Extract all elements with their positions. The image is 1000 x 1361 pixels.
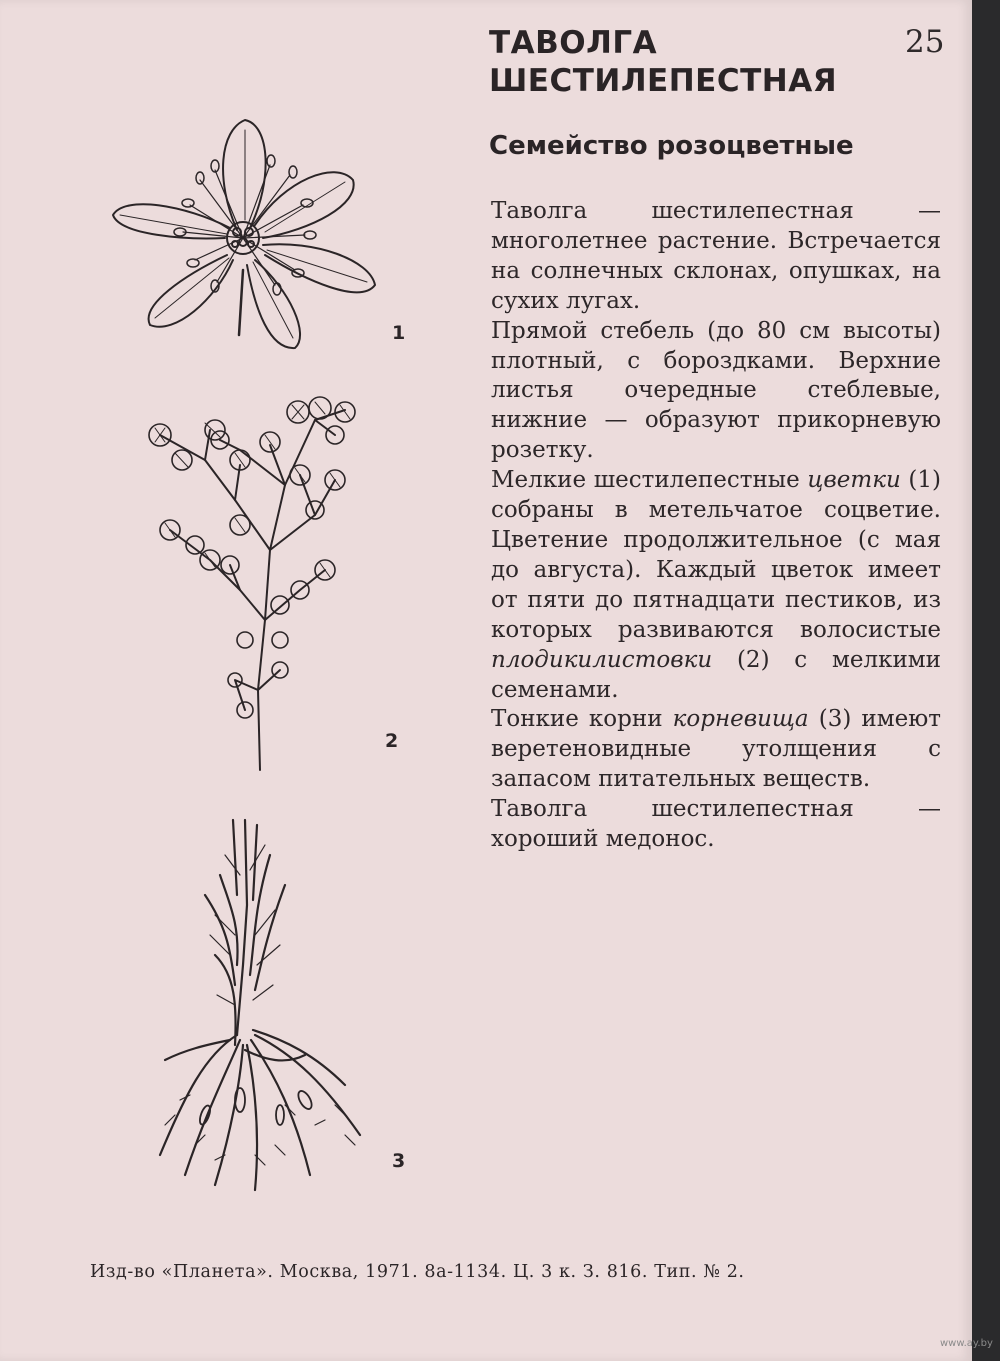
watermark: www.ay.by bbox=[940, 1338, 993, 1349]
publisher-imprint: Изд-во «Планета». Москва, 1971. 8а-1134. Ц. 3 к. З. 816. Тип. № 2. bbox=[90, 1262, 745, 1282]
rhizome-illustration bbox=[145, 815, 380, 1195]
page-number: 25 bbox=[905, 24, 945, 60]
paragraph-roots: Тонкие корни корневища (3) имеют веретеновидные утолщения с запасом питательных веществ. bbox=[491, 706, 942, 793]
paragraph-honey: Таволга шестилепестная — хороший медонос. bbox=[491, 796, 941, 853]
title-line-2: ШЕСТИЛЕПЕСТНАЯ bbox=[489, 63, 838, 99]
paragraph-stem: Прямой стебель (до 80 см высоты) плотный, с бороздками. Верхние листья очередные стеблевые, нижние — образуют прикорневую розетку. bbox=[491, 317, 941, 464]
flower-illustration bbox=[105, 110, 390, 355]
title-line-1: ТАВОЛГА bbox=[489, 25, 658, 61]
figure-label-1: 1 bbox=[392, 322, 406, 344]
family-heading: Семейство розоцветные bbox=[489, 131, 854, 161]
figure-label-2: 2 bbox=[385, 730, 399, 752]
plant-title bbox=[489, 24, 837, 100]
inflorescence-illustration bbox=[120, 390, 370, 775]
term-rhizome: корневища bbox=[672, 706, 809, 733]
paragraph-habitat: Таволга шестилепестная — многолетнее растение. Встречается на солнечных склонах, опушках, на сухих лугах. bbox=[491, 198, 941, 314]
figure-label-3: 3 bbox=[392, 1150, 406, 1172]
term-fruits: плодикилистовки bbox=[491, 646, 713, 673]
description-text bbox=[491, 197, 941, 855]
paragraph-flowers: Мелкие шестилепестные цветки (1) собраны в метельчатое соцветие. Цветение продолжительное (с мая до августа). Каждый цветок имеет от пяти до пятнадцати пестиков, из которых развиваются волосистые плодикилистовки (2) с мелкими семенами. bbox=[491, 467, 942, 703]
term-flowers: цветки bbox=[807, 467, 901, 494]
